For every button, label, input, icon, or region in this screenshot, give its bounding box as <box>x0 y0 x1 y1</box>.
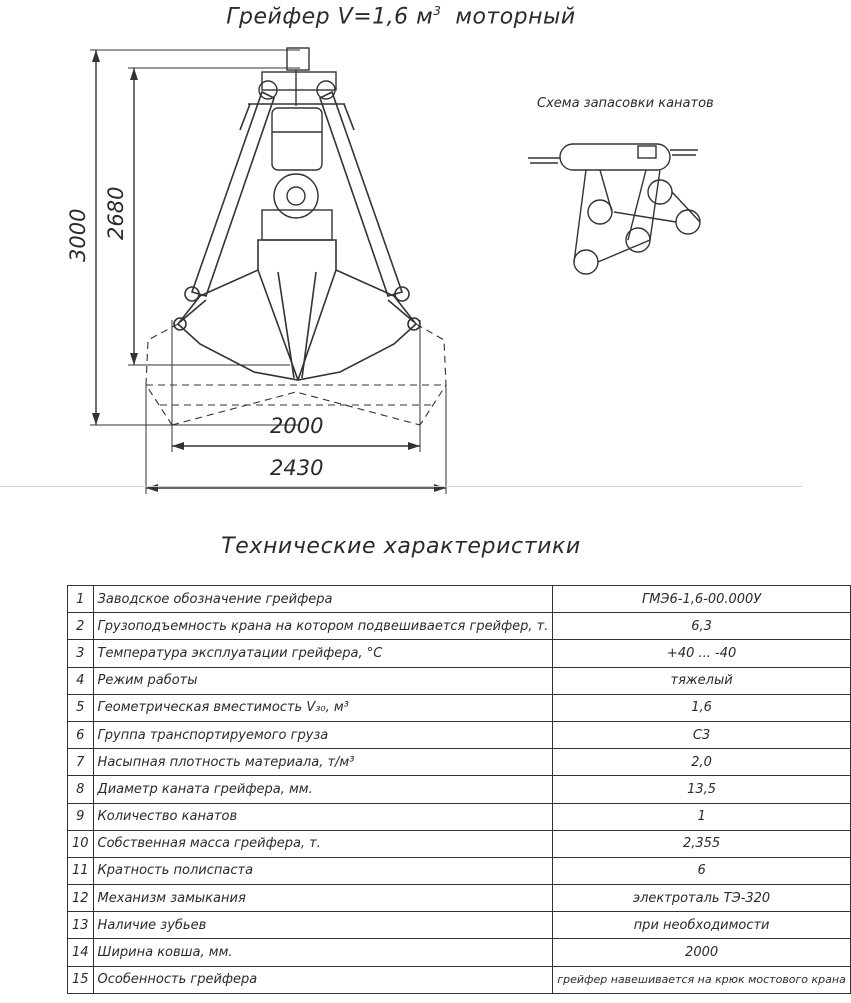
row-number: 5 <box>68 694 94 721</box>
row-value: ГМЭ6-1,6-00.000У <box>553 586 850 613</box>
table-row <box>68 966 851 993</box>
dim-height-inner: 2680 <box>104 186 128 240</box>
row-parameter: Количество канатов <box>93 803 553 830</box>
table-row <box>68 912 851 939</box>
row-value: 1 <box>553 803 850 830</box>
table-row <box>68 939 851 966</box>
table-row <box>68 830 851 857</box>
table-row <box>68 667 851 694</box>
rope-scheme-title: Схема запасовки канатов <box>537 96 714 111</box>
row-parameter: Температура эксплуатации грейфера, °С <box>93 640 553 667</box>
table-row <box>68 857 851 884</box>
table-row <box>68 776 851 803</box>
row-value: при необходимости <box>553 912 850 939</box>
row-value: С3 <box>553 721 850 748</box>
row-parameter: Механизм замыкания <box>93 885 553 912</box>
dim-width-outer: 2430 <box>270 456 324 480</box>
table-row <box>68 749 851 776</box>
row-number: 9 <box>68 803 94 830</box>
row-parameter: Заводское обозначение грейфера <box>93 586 553 613</box>
row-parameter: Группа транспортируемого груза <box>93 721 553 748</box>
row-value: 2,0 <box>553 749 850 776</box>
electric-hoist <box>262 108 332 240</box>
table-row <box>68 640 851 667</box>
row-parameter: Грузоподъемность крана на котором подвешивается грейфер, т. <box>93 613 553 640</box>
row-number: 14 <box>68 939 94 966</box>
row-value: 1,6 <box>553 694 850 721</box>
row-number: 2 <box>68 613 94 640</box>
row-number: 7 <box>68 749 94 776</box>
row-parameter: Геометрическая вместимость V₃₀, м³ <box>93 694 553 721</box>
row-number: 1 <box>68 586 94 613</box>
row-parameter: Собственная масса грейфера, т. <box>93 830 553 857</box>
row-value: +40 ... -40 <box>553 640 850 667</box>
grab-head <box>248 48 345 106</box>
row-value: тяжелый <box>553 667 850 694</box>
title-main: Грейфер V=1,6 м <box>226 4 434 30</box>
row-number: 10 <box>68 830 94 857</box>
row-value: 13,5 <box>553 776 850 803</box>
row-number: 15 <box>68 966 94 993</box>
row-number: 11 <box>68 857 94 884</box>
row-number: 3 <box>68 640 94 667</box>
table-row <box>68 803 851 830</box>
row-parameter: Особенность грейфера <box>93 966 553 993</box>
row-value: грейфер навешивается на крюк мостового крана <box>553 966 850 993</box>
grab-drawing <box>0 0 802 500</box>
row-parameter: Насыпная плотность материала, т/м³ <box>93 749 553 776</box>
dim-height-total: 3000 <box>66 208 90 262</box>
table-row <box>68 721 851 748</box>
row-number: 6 <box>68 721 94 748</box>
row-value: 2000 <box>553 939 850 966</box>
row-parameter: Режим работы <box>93 667 553 694</box>
grab-arms <box>185 92 409 301</box>
row-number: 4 <box>68 667 94 694</box>
row-number: 13 <box>68 912 94 939</box>
table-row <box>68 694 851 721</box>
row-value: 6 <box>553 857 850 884</box>
title-exponent: 3 <box>433 4 442 18</box>
table-row <box>68 613 851 640</box>
table-row <box>68 885 851 912</box>
bucket-jaws <box>174 240 420 380</box>
row-parameter: Диаметр каната грейфера, мм. <box>93 776 553 803</box>
row-parameter: Кратность полиспаста <box>93 857 553 884</box>
row-value: 6,3 <box>553 613 850 640</box>
dim-width-inner: 2000 <box>270 414 324 438</box>
row-number: 8 <box>68 776 94 803</box>
specs-table <box>67 585 851 994</box>
table-row <box>68 586 851 613</box>
title-suffix: моторный <box>455 4 576 30</box>
row-number: 12 <box>68 885 94 912</box>
row-parameter: Ширина ковша, мм. <box>93 939 553 966</box>
specs-title: Технические характеристики <box>221 534 581 559</box>
section-divider <box>0 486 802 487</box>
row-value: электроталь ТЭ-320 <box>553 885 850 912</box>
row-value: 2,355 <box>553 830 850 857</box>
rope-scheme <box>528 144 700 274</box>
row-parameter: Наличие зубьев <box>93 912 553 939</box>
